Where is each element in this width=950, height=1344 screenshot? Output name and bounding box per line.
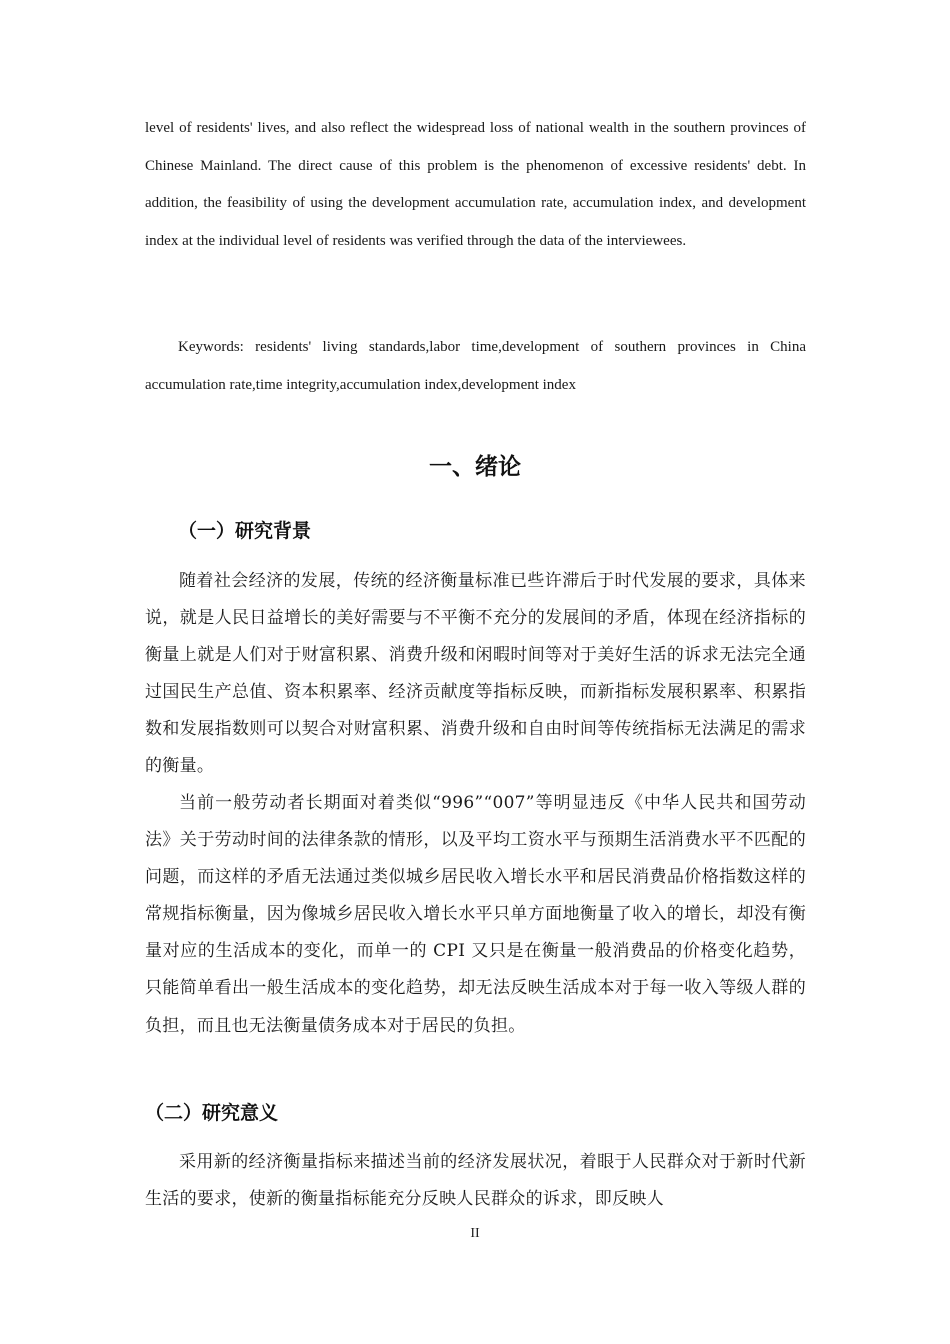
significance-paragraph-1: 采用新的经济衡量指标来描述当前的经济发展状况，着眼于人民群众对于新时代新生活的要求，使新的衡量指标能充分反映人民群众的诉求，即反映人 bbox=[145, 1152, 806, 1210]
abstract-paragraph: level of residents' lives, and also reflect the widespread loss of national wealth in the southern provinces of Chinese Mainland. The direct cause of this problem is the phenomenon of excessive residents' debt. In addition, the feasibility of using the development accumulation rate, accumulation index, and development index at the individual level of residents was verified through the data of the interviewees. bbox=[145, 120, 806, 249]
keywords-paragraph: Keywords: residents' living standards,labor time,development of southern provinces in China accumulation rate,time integrity,accumulation index,development index bbox=[145, 339, 806, 393]
section-heading-significance: （二）研究意义 bbox=[145, 1102, 279, 1124]
page-number: II bbox=[470, 1226, 480, 1241]
section-heading-background: （一）研究背景 bbox=[178, 520, 312, 542]
background-paragraph-2: 当前一般劳动者长期面对着类似“996”“007”等明显违反《中华人民共和国劳动法》关于劳动时间的法律条款的情形，以及平均工资水平与预期生活消费水平不匹配的问题，而这样的矛盾无法通过类似城乡居民收入增长水平和居民消费品价格指数这样的常规指标衡量，因为像城乡居民收入增长水平只单方面地衡量了收入的增长，却没有衡量对应的生活成本的变化，而单一的 CPI 又只是在衡量一般消费品的价格变化趋势，只能简单看出一般生活成本的变化趋势，却无法反映生活成本对于每一收入等级人群的负担，而且也无法衡量债务成本对于居民的负担。 bbox=[145, 793, 806, 1036]
chapter-title: 一、绪论 bbox=[429, 454, 521, 480]
background-paragraph-1: 随着社会经济的发展，传统的经济衡量标准已些许滞后于时代发展的要求，具体来说，就是人民日益增长的美好需要与不平衡不充分的发展间的矛盾，体现在经济指标的衡量上就是人们对于财富积累、消费升级和闲暇时间等对于美好生活的诉求无法完全通过国民生产总值、资本积累率、经济贡献度等指标反映，而新指标发展积累率、积累指数和发展指数则可以契合对财富积累、消费升级和自由时间等传统指标无法满足的需求的衡量。 bbox=[145, 571, 806, 777]
